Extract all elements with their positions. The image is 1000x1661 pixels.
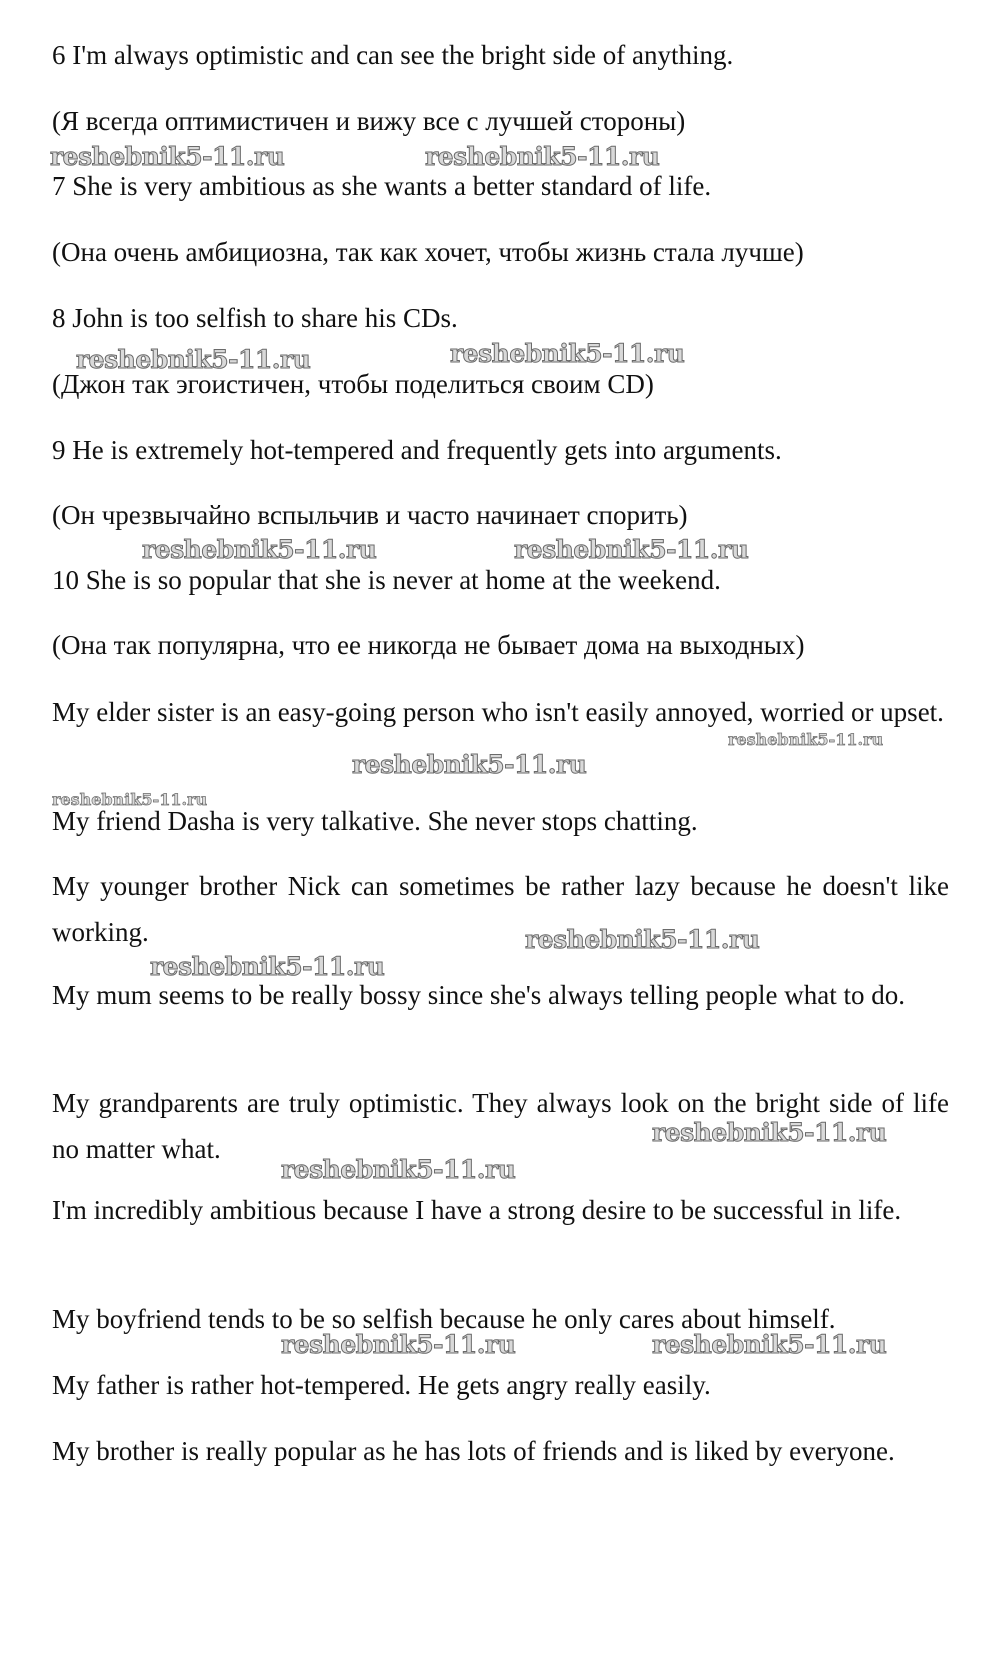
paragraph-me: I'm incredibly ambitious because I have a strong desire to be successful in life.: [52, 1195, 902, 1225]
paragraph-dasha: My friend Dasha is very talkative. She never stops chatting.: [52, 806, 698, 836]
watermark: reshebnik5-11.ru: [352, 750, 587, 779]
translation-9: (Он чрезвычайно вспыльчив и часто начинает спорить): [52, 500, 688, 530]
watermark: reshebnik5-11.ru: [50, 142, 285, 171]
watermark: reshebnik5-11.ru: [425, 142, 660, 171]
watermark: reshebnik5-11.ru: [281, 1330, 516, 1359]
watermark: reshebnik5-11.ru: [652, 1118, 887, 1147]
watermark: reshebnik5-11.ru: [142, 535, 377, 564]
translation-6: (Я всегда оптимистичен и вижу все с лучшей стороны): [52, 106, 686, 136]
watermark: reshebnik5-11.ru: [450, 339, 685, 368]
paragraph-mum: My mum seems to be really bossy since she's always telling people what to do.: [52, 980, 905, 1010]
translation-8: (Джон так эгоистичен, чтобы поделиться своим CD): [52, 369, 654, 399]
watermark: reshebnik5-11.ru: [525, 925, 760, 954]
paragraph-grandparents: My grandparents are truly optimistic. They always look on the bright side of life no matter what.: [52, 1088, 949, 1164]
translation-7: (Она очень амбициозна, так как хочет, чтобы жизнь стала лучше): [52, 237, 804, 267]
watermark: reshebnik5-11.ru: [652, 1330, 887, 1359]
sentence-6: 6 I'm always optimistic and can see the bright side of anything.: [52, 40, 734, 70]
watermark: reshebnik5-11.ru: [150, 952, 385, 981]
sentence-7: 7 She is very ambitious as she wants a better standard of life.: [52, 171, 712, 201]
watermark: reshebnik5-11.ru: [514, 535, 749, 564]
watermark: reshebnik5-11.ru: [76, 345, 311, 374]
sentence-8: 8 John is too selfish to share his CDs.: [52, 303, 458, 333]
sentence-10: 10 She is so popular that she is never at home at the weekend.: [52, 565, 721, 595]
watermark: reshebnik5-11.ru: [728, 730, 884, 749]
translation-10: (Она так популярна, что ее никогда не бывает дома на выходных): [52, 630, 805, 660]
watermark: reshebnik5-11.ru: [52, 790, 208, 809]
paragraph-boyfriend: My boyfriend tends to be so selfish because he only cares about himself.: [52, 1304, 836, 1334]
paragraph-brother: My brother is really popular as he has lots of friends and is liked by everyone.: [52, 1436, 895, 1466]
sentence-9: 9 He is extremely hot-tempered and frequently gets into arguments.: [52, 435, 782, 465]
paragraph-nick: My younger brother Nick can sometimes be rather lazy because he doesn't like working.: [52, 871, 949, 947]
paragraph-father: My father is rather hot-tempered. He gets angry really easily.: [52, 1370, 711, 1400]
watermark: reshebnik5-11.ru: [281, 1155, 516, 1184]
paragraph-sister: My elder sister is an easy-going person who isn't easily annoyed, worried or upset.: [52, 697, 944, 727]
